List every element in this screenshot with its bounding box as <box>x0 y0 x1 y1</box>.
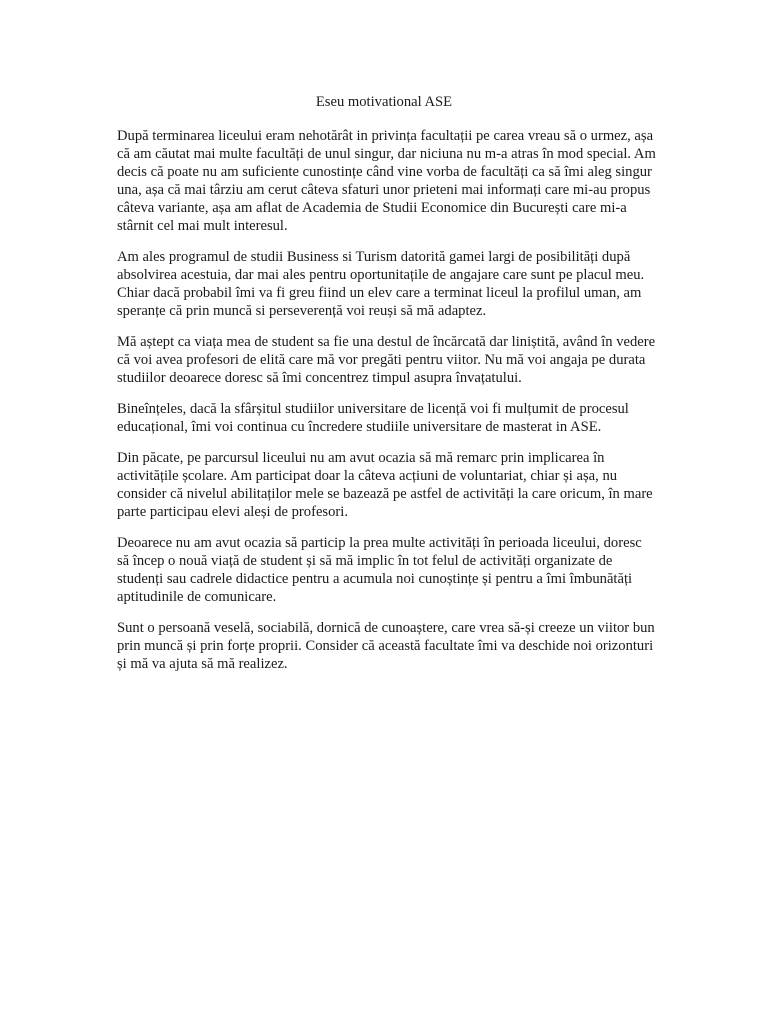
paragraph-1: După terminarea liceului eram nehotărât in privința facultații pe carea vreau să o urmez, așa că am căutat mai multe facultăți de unul singur, dar niciuna nu m-a atras în mod special. Am decis că poate nu am suficiente cunostințe când vine vorba de facultăți ca să îmi aleg singur una, așa că mai târziu am cerut câteva sfaturi unor prieteni mai informați care mi-au propus câteva variante, așa am aflat de Academia de Studii Economice din București care mi-a stârnit cel mai mult interesul. <box>117 128 656 234</box>
paragraph-5: Din păcate, pe parcursul liceului nu am avut ocazia să mă remarc prin implicarea în activitățile școlare. Am participat doar la câteva acțiuni de voluntariat, chiar și așa, nu consider că nivelul abilitaților mele se bazează pe astfel de activități la care oricum, în mare parte participau elevi aleși de profesori. <box>117 450 653 520</box>
document-title: Eseu motivational ASE <box>315 94 453 110</box>
paragraph-2: Am ales programul de studii Business si Turism datorită gamei largi de posibilități după absolvirea acestuia, dar mai ales pentru oportunitațile de angajare care sunt pe placul meu. Chiar dacă probabil îmi va fi greu fiind un elev care a terminat liceul la profilul uman, am speranțe că prin muncă si perseverență voi reuși să mă adaptez. <box>117 249 645 319</box>
document-body <box>117 127 657 686</box>
paragraph-6: Deoarece nu am avut ocazia să particip la prea multe activități în perioada liceului, doresc să încep o nouă viață de student și să mă implic în tot felul de activități organizate de studenți sau cadrele didactice pentru a acumula noi cunoștințe și pentru a îmi îmbunătăți aptitudinile de comunicare. <box>117 535 642 605</box>
paragraph-4: Bineînțeles, dacă la sfârșitul studiilor universitare de licență voi fi mulțumit de procesul educațional, îmi voi continua cu încredere studiile universitare de masterat in ASE. <box>117 401 629 435</box>
paragraph-3: Mă aștept ca viața mea de student sa fie una destul de încărcată dar liniștită, având în vedere că voi avea profesori de elită care mă vor pregăti pentru viitor. Nu mă voi angaja pe durata studiilor deoarece doresc să îmi concentrez timpul asupra învațatului. <box>117 334 656 386</box>
paragraph-7: Sunt o persoană veselă, sociabilă, dornică de cunoaștere, care vrea să-și creeze un viitor bun prin muncă și prin forțe proprii. Consider că această facultate îmi va deschide noi orizonturi și mă va ajuta să mă realizez. <box>117 620 655 672</box>
